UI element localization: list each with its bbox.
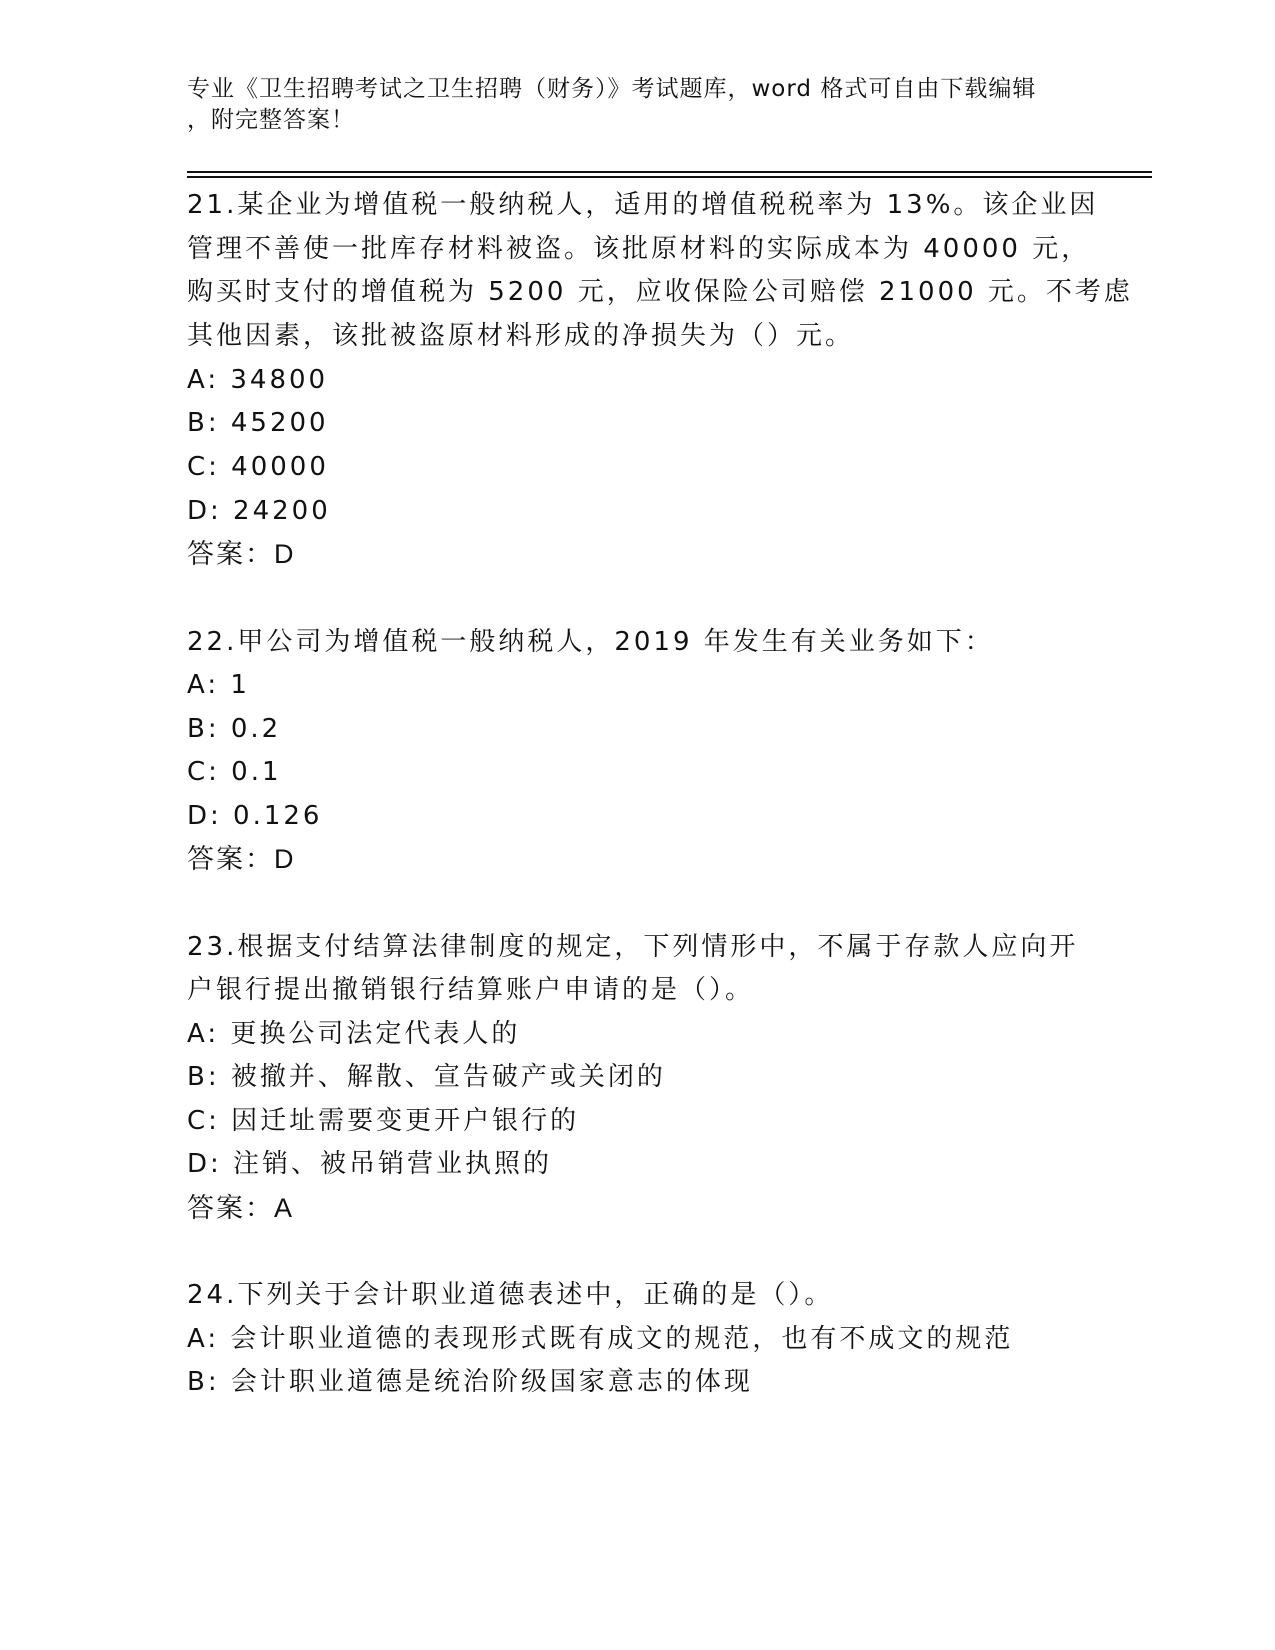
question-21-option-b: B: 45200 — [187, 408, 329, 438]
question-24-option-b: B: 会计职业道德是统治阶级国家意志的体现 — [187, 1367, 753, 1397]
question-23-option-b: B: 被撤并、解散、宣告破产或关闭的 — [187, 1062, 666, 1092]
question-21-stem-line-2: 管理不善使一批库存材料被盗。该批原材料的实际成本为 40000 元， — [187, 234, 1091, 264]
header-divider-bottom — [187, 176, 1152, 178]
question-21-stem-line-1: 21.某企业为增值税一般纳税人，适用的增值税税率为 13%。该企业因 — [187, 190, 1099, 220]
question-23-option-c: C: 因迁址需要变更开户银行的 — [187, 1106, 580, 1136]
question-24-option-a: A: 会计职业道德的表现形式既有成文的规范，也有不成文的规范 — [187, 1324, 1014, 1354]
document-header-line-2: ，附完整答案！ — [187, 107, 355, 133]
question-23-stem-line-1: 23.根据支付结算法律制度的规定，下列情形中，不属于存款人应向开 — [187, 932, 1079, 962]
question-21-option-d: D: 24200 — [187, 496, 331, 526]
question-22-option-b: B: 0.2 — [187, 714, 282, 744]
question-23-stem-line-2: 户银行提出撤销银行结算账户申请的是（）。 — [187, 975, 755, 1005]
question-22-option-c: C: 0.1 — [187, 757, 282, 787]
question-22-answer: 答案：D — [187, 844, 296, 874]
document-header-line-1: 专业《卫生招聘考试之卫生招聘（财务）》考试题库，word 格式可自由下载编辑 — [187, 76, 1037, 102]
question-24-stem-line-1: 24.下列关于会计职业道德表述中，正确的是（）。 — [187, 1280, 834, 1310]
question-21-option-c: C: 40000 — [187, 452, 329, 482]
question-22-option-d: D: 0.126 — [187, 801, 323, 831]
question-23-option-a: A: 更换公司法定代表人的 — [187, 1019, 521, 1049]
question-23-option-d: D: 注销、被吊销营业执照的 — [187, 1149, 553, 1179]
question-21-option-a: A: 34800 — [187, 365, 329, 395]
question-23-answer: 答案：A — [187, 1193, 295, 1223]
question-21-stem-line-3: 购买时支付的增值税为 5200 元，应收保险公司赔偿 21000 元。不考虑 — [187, 277, 1133, 307]
question-21-stem-line-4: 其他因素，该批被盗原材料形成的净损失为（）元。 — [187, 321, 855, 351]
question-22-option-a: A: 1 — [187, 670, 250, 700]
question-21-answer: 答案：D — [187, 539, 296, 569]
header-divider-top — [187, 171, 1152, 173]
question-22-stem-line-1: 22.甲公司为增值税一般纳税人，2019 年发生有关业务如下： — [187, 627, 994, 657]
